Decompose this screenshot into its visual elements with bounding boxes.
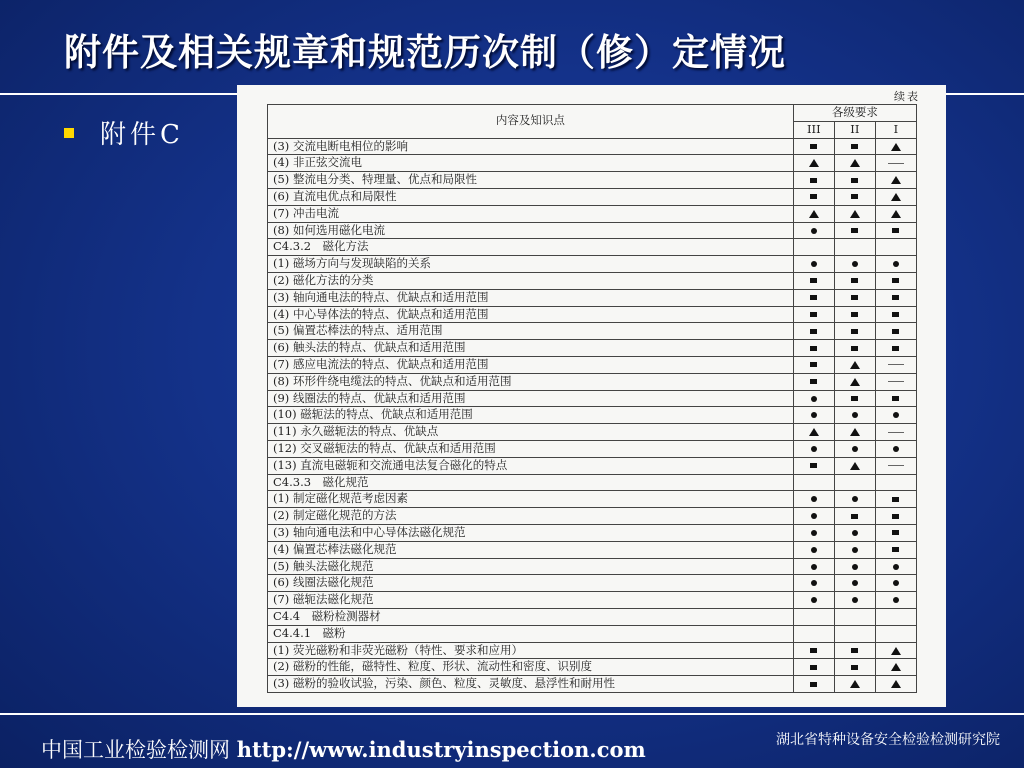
dot-icon bbox=[852, 597, 858, 603]
level-cell bbox=[834, 272, 875, 289]
level-cell bbox=[793, 424, 834, 441]
table-row bbox=[268, 524, 917, 541]
triangle-icon bbox=[809, 210, 819, 218]
table-row bbox=[268, 205, 917, 222]
footer-divider bbox=[0, 713, 1024, 715]
level-cell bbox=[793, 508, 834, 525]
level-cell bbox=[834, 188, 875, 205]
level-cell bbox=[875, 356, 916, 373]
bullet-text: 附件C bbox=[100, 120, 184, 150]
level-cell bbox=[834, 172, 875, 189]
square-bullet-icon bbox=[64, 128, 74, 138]
square-icon bbox=[810, 312, 817, 317]
level-cell bbox=[875, 256, 916, 273]
row-content: C4.4 磁粉检测器材 bbox=[268, 608, 794, 625]
dot-icon bbox=[811, 580, 817, 586]
dot-icon bbox=[852, 564, 858, 570]
dash-icon bbox=[888, 163, 904, 164]
header-level-ii: II bbox=[834, 121, 875, 138]
triangle-icon bbox=[850, 361, 860, 369]
row-content: (12) 交叉磁轭法的特点、优缺点和适用范围 bbox=[268, 440, 794, 457]
dot-icon bbox=[811, 228, 817, 234]
level-cell bbox=[875, 340, 916, 357]
row-content: (13) 直流电磁轭和交流通电法复合磁化的特点 bbox=[268, 457, 794, 474]
level-cell bbox=[793, 373, 834, 390]
level-cell bbox=[875, 659, 916, 676]
level-cell bbox=[834, 491, 875, 508]
table-row bbox=[268, 676, 917, 693]
row-content: (1) 制定磁化规范考虑因素 bbox=[268, 491, 794, 508]
level-cell bbox=[875, 642, 916, 659]
square-icon bbox=[810, 379, 817, 384]
level-cell bbox=[834, 407, 875, 424]
square-icon bbox=[892, 295, 899, 300]
row-content: (4) 中心导体法的特点、优缺点和适用范围 bbox=[268, 306, 794, 323]
level-cell bbox=[793, 642, 834, 659]
square-icon bbox=[851, 144, 858, 149]
dot-icon bbox=[811, 564, 817, 570]
table-row bbox=[268, 138, 917, 155]
triangle-icon bbox=[850, 159, 860, 167]
header-levels-group: 各级要求 bbox=[793, 105, 916, 122]
level-cell bbox=[834, 155, 875, 172]
level-cell bbox=[834, 659, 875, 676]
square-icon bbox=[851, 346, 858, 351]
row-content: (7) 磁轭法磁化规范 bbox=[268, 592, 794, 609]
level-cell bbox=[793, 608, 834, 625]
dot-icon bbox=[893, 446, 899, 452]
level-cell bbox=[834, 306, 875, 323]
level-cell bbox=[793, 222, 834, 239]
level-cell bbox=[875, 239, 916, 256]
header-content: 内容及知识点 bbox=[268, 105, 794, 139]
table-row bbox=[268, 424, 917, 441]
table-row bbox=[268, 155, 917, 172]
level-cell bbox=[793, 340, 834, 357]
level-cell bbox=[875, 138, 916, 155]
level-cell bbox=[793, 323, 834, 340]
table-row bbox=[268, 306, 917, 323]
table-section-row bbox=[268, 239, 917, 256]
square-icon bbox=[851, 278, 858, 283]
table-row bbox=[268, 558, 917, 575]
dot-icon bbox=[893, 261, 899, 267]
level-cell bbox=[793, 356, 834, 373]
triangle-icon bbox=[850, 210, 860, 218]
table-section-row bbox=[268, 474, 917, 491]
square-icon bbox=[851, 396, 858, 401]
level-cell bbox=[875, 155, 916, 172]
row-content: (5) 偏置芯棒法的特点、适用范围 bbox=[268, 323, 794, 340]
level-cell bbox=[834, 457, 875, 474]
square-icon bbox=[892, 514, 899, 519]
square-icon bbox=[892, 530, 899, 535]
level-cell bbox=[793, 541, 834, 558]
level-cell bbox=[793, 239, 834, 256]
triangle-icon bbox=[850, 680, 860, 688]
square-icon bbox=[851, 228, 858, 233]
level-cell bbox=[834, 575, 875, 592]
level-cell bbox=[834, 205, 875, 222]
level-cell bbox=[834, 642, 875, 659]
level-cell bbox=[793, 474, 834, 491]
level-cell bbox=[834, 608, 875, 625]
level-cell bbox=[793, 575, 834, 592]
table-row bbox=[268, 440, 917, 457]
row-content: (2) 磁粉的性能，磁特性、粒度、形状、流动性和密度、识别度 bbox=[268, 659, 794, 676]
dash-icon bbox=[888, 465, 904, 466]
level-cell bbox=[875, 205, 916, 222]
dot-icon bbox=[852, 496, 858, 502]
dot-icon bbox=[811, 396, 817, 402]
dot-icon bbox=[811, 446, 817, 452]
footer-organization: 湖北省特种设备安全检验检测研究院 bbox=[776, 732, 1000, 748]
level-cell bbox=[834, 289, 875, 306]
level-cell bbox=[834, 256, 875, 273]
table-row bbox=[268, 373, 917, 390]
level-cell bbox=[875, 474, 916, 491]
level-cell bbox=[834, 676, 875, 693]
triangle-icon bbox=[809, 428, 819, 436]
table-row bbox=[268, 172, 917, 189]
square-icon bbox=[851, 514, 858, 519]
triangle-icon bbox=[850, 378, 860, 386]
slide-title: 附件及相关规章和规范历次制（修）定情况 bbox=[64, 31, 786, 74]
table-row bbox=[268, 491, 917, 508]
square-icon bbox=[892, 312, 899, 317]
level-cell bbox=[834, 440, 875, 457]
dot-icon bbox=[811, 530, 817, 536]
row-content: (5) 触头法磁化规范 bbox=[268, 558, 794, 575]
footer-url: http://www.industryinspection.com bbox=[236, 737, 646, 762]
continued-label: 续表 bbox=[894, 90, 920, 103]
level-cell bbox=[875, 440, 916, 457]
square-icon bbox=[810, 178, 817, 183]
level-cell bbox=[875, 373, 916, 390]
row-content: (1) 磁场方向与发现缺陷的关系 bbox=[268, 256, 794, 273]
square-icon bbox=[810, 144, 817, 149]
bullet-item bbox=[64, 114, 184, 151]
table-row bbox=[268, 642, 917, 659]
requirements-table bbox=[267, 104, 917, 693]
row-content: (2) 制定磁化规范的方法 bbox=[268, 508, 794, 525]
level-cell bbox=[875, 558, 916, 575]
square-icon bbox=[810, 194, 817, 199]
row-content: (6) 线圈法磁化规范 bbox=[268, 575, 794, 592]
row-content: (3) 交流电断电相位的影响 bbox=[268, 138, 794, 155]
dot-icon bbox=[852, 261, 858, 267]
level-cell bbox=[793, 407, 834, 424]
level-cell bbox=[793, 138, 834, 155]
level-cell bbox=[875, 222, 916, 239]
table-row bbox=[268, 592, 917, 609]
level-cell bbox=[875, 272, 916, 289]
level-cell bbox=[834, 356, 875, 373]
level-cell bbox=[875, 407, 916, 424]
level-cell bbox=[793, 524, 834, 541]
level-cell bbox=[793, 625, 834, 642]
level-cell bbox=[875, 306, 916, 323]
square-icon bbox=[892, 278, 899, 283]
dot-icon bbox=[811, 496, 817, 502]
row-content: (4) 非正弦交流电 bbox=[268, 155, 794, 172]
table-row bbox=[268, 508, 917, 525]
level-cell bbox=[875, 323, 916, 340]
level-cell bbox=[793, 188, 834, 205]
table-section-row bbox=[268, 625, 917, 642]
level-cell bbox=[793, 390, 834, 407]
level-cell bbox=[793, 592, 834, 609]
level-cell bbox=[793, 440, 834, 457]
dot-icon bbox=[811, 412, 817, 418]
level-cell bbox=[875, 608, 916, 625]
level-cell bbox=[875, 188, 916, 205]
square-icon bbox=[892, 329, 899, 334]
triangle-icon bbox=[891, 176, 901, 184]
row-content: (9) 线圈法的特点、优缺点和适用范围 bbox=[268, 390, 794, 407]
level-cell bbox=[875, 625, 916, 642]
dot-icon bbox=[811, 547, 817, 553]
level-cell bbox=[834, 508, 875, 525]
table-row bbox=[268, 340, 917, 357]
square-icon bbox=[810, 278, 817, 283]
triangle-icon bbox=[891, 680, 901, 688]
table-row bbox=[268, 659, 917, 676]
square-icon bbox=[892, 228, 899, 233]
table-row bbox=[268, 289, 917, 306]
square-icon bbox=[810, 463, 817, 468]
square-icon bbox=[851, 329, 858, 334]
dot-icon bbox=[893, 564, 899, 570]
square-icon bbox=[810, 682, 817, 687]
triangle-icon bbox=[891, 143, 901, 151]
dot-icon bbox=[893, 580, 899, 586]
table-row bbox=[268, 188, 917, 205]
level-cell bbox=[834, 524, 875, 541]
row-content: (8) 如何选用磁化电流 bbox=[268, 222, 794, 239]
level-cell bbox=[834, 592, 875, 609]
header-level-iii: III bbox=[793, 121, 834, 138]
level-cell bbox=[834, 625, 875, 642]
dash-icon bbox=[888, 364, 904, 365]
level-cell bbox=[875, 575, 916, 592]
level-cell bbox=[834, 340, 875, 357]
level-cell bbox=[875, 289, 916, 306]
dot-icon bbox=[811, 597, 817, 603]
square-icon bbox=[851, 648, 858, 653]
row-content: C4.3.2 磁化方法 bbox=[268, 239, 794, 256]
scanned-document bbox=[237, 85, 946, 707]
square-icon bbox=[851, 665, 858, 670]
row-content: (4) 偏置芯棒法磁化规范 bbox=[268, 541, 794, 558]
level-cell bbox=[834, 323, 875, 340]
dot-icon bbox=[852, 580, 858, 586]
row-content: (3) 轴向通电法的特点、优缺点和适用范围 bbox=[268, 289, 794, 306]
dot-icon bbox=[852, 412, 858, 418]
level-cell bbox=[875, 390, 916, 407]
row-content: (3) 磁粉的验收试验，污染、颜色、粒度、灵敏度、悬浮性和耐用性 bbox=[268, 676, 794, 693]
level-cell bbox=[793, 289, 834, 306]
square-icon bbox=[851, 194, 858, 199]
level-cell bbox=[793, 205, 834, 222]
triangle-icon bbox=[850, 462, 860, 470]
dash-icon bbox=[888, 381, 904, 382]
dot-icon bbox=[852, 446, 858, 452]
level-cell bbox=[834, 222, 875, 239]
dash-icon bbox=[888, 432, 904, 433]
row-content: (2) 磁化方法的分类 bbox=[268, 272, 794, 289]
header-level-i: I bbox=[875, 121, 916, 138]
dot-icon bbox=[893, 597, 899, 603]
table-row bbox=[268, 272, 917, 289]
level-cell bbox=[834, 558, 875, 575]
table-row bbox=[268, 222, 917, 239]
square-icon bbox=[810, 329, 817, 334]
level-cell bbox=[875, 676, 916, 693]
row-content: C4.3.3 磁化规范 bbox=[268, 474, 794, 491]
level-cell bbox=[875, 541, 916, 558]
table-row bbox=[268, 575, 917, 592]
dot-icon bbox=[852, 530, 858, 536]
dot-icon bbox=[852, 547, 858, 553]
level-cell bbox=[875, 457, 916, 474]
footer-site-name: 中国工业检验检测网 bbox=[41, 738, 230, 762]
row-content: C4.4.1 磁粉 bbox=[268, 625, 794, 642]
table-row bbox=[268, 541, 917, 558]
row-content: (11) 永久磁轭法的特点、优缺点 bbox=[268, 424, 794, 441]
level-cell bbox=[834, 390, 875, 407]
table-section-row bbox=[268, 608, 917, 625]
table-row bbox=[268, 323, 917, 340]
square-icon bbox=[851, 178, 858, 183]
level-cell bbox=[875, 172, 916, 189]
level-cell bbox=[793, 155, 834, 172]
square-icon bbox=[810, 665, 817, 670]
row-content: (3) 轴向通电法和中心导体法磁化规范 bbox=[268, 524, 794, 541]
level-cell bbox=[793, 256, 834, 273]
table-row bbox=[268, 256, 917, 273]
level-cell bbox=[793, 272, 834, 289]
table-row bbox=[268, 457, 917, 474]
square-icon bbox=[810, 362, 817, 367]
row-content: (10) 磁轭法的特点、优缺点和适用范围 bbox=[268, 407, 794, 424]
row-content: (1) 荧光磁粉和非荧光磁粉（特性、要求和应用） bbox=[268, 642, 794, 659]
level-cell bbox=[793, 676, 834, 693]
triangle-icon bbox=[891, 663, 901, 671]
table-row bbox=[268, 407, 917, 424]
triangle-icon bbox=[850, 428, 860, 436]
level-cell bbox=[834, 541, 875, 558]
level-cell bbox=[793, 172, 834, 189]
table-row bbox=[268, 356, 917, 373]
level-cell bbox=[793, 659, 834, 676]
level-cell bbox=[875, 592, 916, 609]
square-icon bbox=[851, 295, 858, 300]
dot-icon bbox=[893, 412, 899, 418]
row-content: (6) 直流电优点和局限性 bbox=[268, 188, 794, 205]
row-content: (7) 感应电流法的特点、优缺点和适用范围 bbox=[268, 356, 794, 373]
square-icon bbox=[810, 295, 817, 300]
level-cell bbox=[793, 491, 834, 508]
row-content: (6) 触头法的特点、优缺点和适用范围 bbox=[268, 340, 794, 357]
level-cell bbox=[793, 558, 834, 575]
dot-icon bbox=[811, 513, 817, 519]
level-cell bbox=[834, 138, 875, 155]
triangle-icon bbox=[891, 193, 901, 201]
footer-site bbox=[41, 734, 646, 764]
row-content: (7) 冲击电流 bbox=[268, 205, 794, 222]
square-icon bbox=[892, 497, 899, 502]
level-cell bbox=[834, 239, 875, 256]
triangle-icon bbox=[891, 647, 901, 655]
row-content: (8) 环形件绕电缆法的特点、优缺点和适用范围 bbox=[268, 373, 794, 390]
level-cell bbox=[834, 474, 875, 491]
dot-icon bbox=[811, 261, 817, 267]
triangle-icon bbox=[891, 210, 901, 218]
level-cell bbox=[875, 508, 916, 525]
level-cell bbox=[793, 457, 834, 474]
level-cell bbox=[793, 306, 834, 323]
square-icon bbox=[892, 396, 899, 401]
level-cell bbox=[875, 491, 916, 508]
level-cell bbox=[834, 424, 875, 441]
level-cell bbox=[834, 373, 875, 390]
level-cell bbox=[875, 424, 916, 441]
row-content: (5) 整流电分类、特理量、优点和局限性 bbox=[268, 172, 794, 189]
square-icon bbox=[892, 346, 899, 351]
square-icon bbox=[810, 648, 817, 653]
square-icon bbox=[851, 312, 858, 317]
triangle-icon bbox=[809, 159, 819, 167]
square-icon bbox=[810, 346, 817, 351]
level-cell bbox=[875, 524, 916, 541]
square-icon bbox=[892, 547, 899, 552]
table-row bbox=[268, 390, 917, 407]
